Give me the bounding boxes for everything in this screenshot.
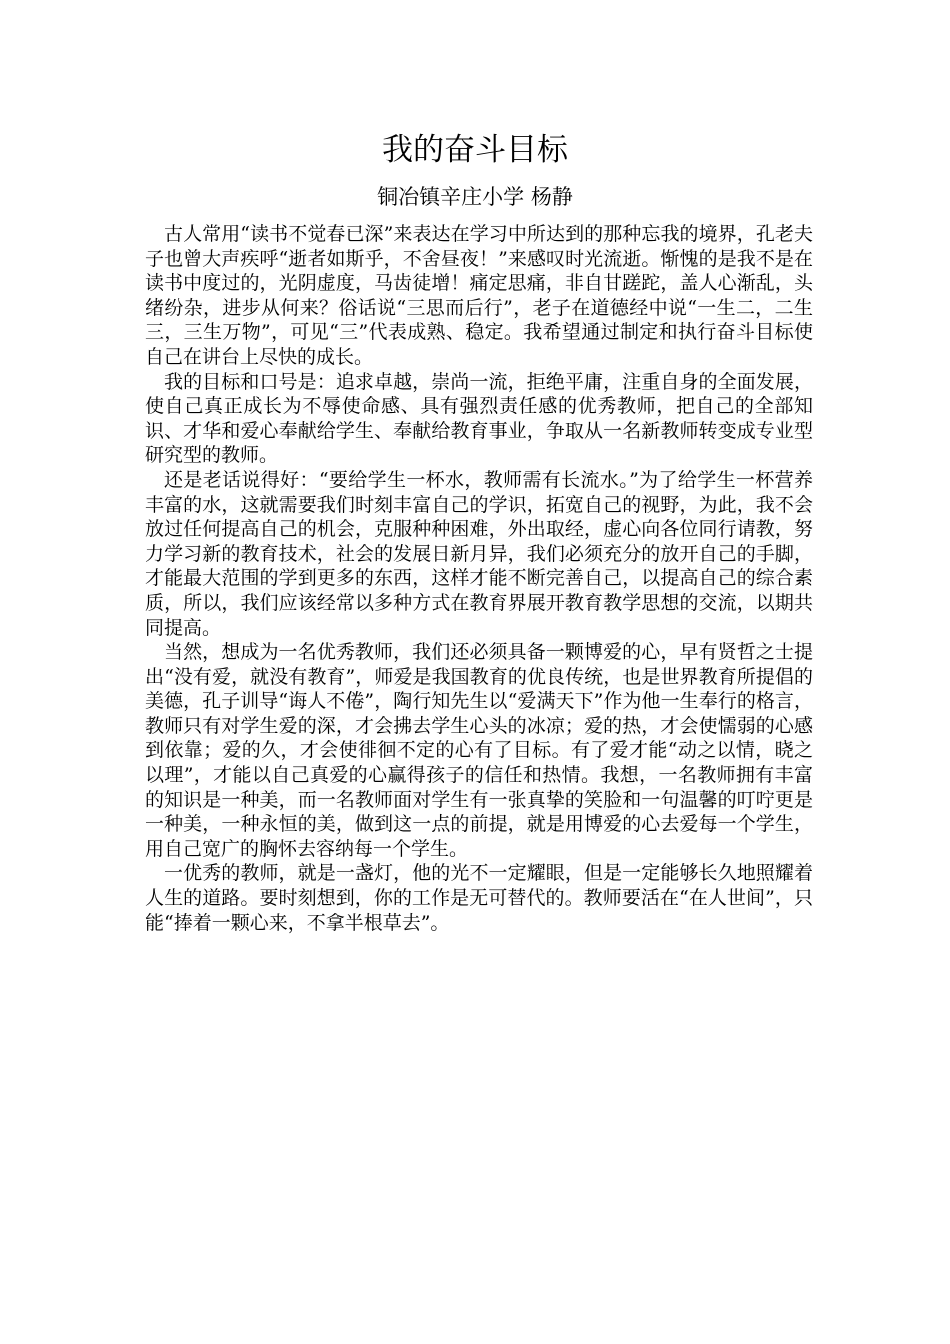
author-line: 铜冶镇辛庄小学 杨静 bbox=[377, 185, 573, 209]
body-paragraph: 当然，想成为一名优秀教师，我们还必须具备一颗博爱的心，早有贤哲之士提出“没有爱，就没有教育”，师爱是我国教育的优良传统，也是世界教育所提倡的美德，孔子训导“诲人不倦”，陶行知先生以“爱满天下”作为他一生奉行的格言，教师只有对学生爱的深，才会拂去学生心头的冰凉；爱的热，才会使懦弱的心感到依靠；爱的久，才会使徘徊不定的心有了目标。有了爱才能“动之以情，晓之以理”，才能以自己真爱的心赢得孩子的信任和热情。我想，一名教师拥有丰富的知识是一种美，而一名教师面对学生有一张真挚的笑脸和一句温馨的叮咛更是一种美，一种永恒的美，做到这一点的前提，就是用博爱的心去爱每一个学生，用自己宽广的胸怀去容纳每一个学生。 bbox=[145, 641, 813, 860]
body-paragraph: 还是老话说得好：“要给学生一杯水，教师需有长流水。”为了给学生一杯营养丰富的水，这就需要我们时刻丰富自己的学识，拓宽自己的视野，为此，我不会放过任何提高自己的机会，克服种种困难，外出取经，虚心向各位同行请教，努力学习新的教育技术，社会的发展日新月异，我们必须充分的放开自己的手脚，才能最大范围的学到更多的东西，这样才能不断完善自己，以提高自己的综合素质，所以，我们应该经常以多种方式在教育界展开教育教学思想的交流，以期共同提高。 bbox=[145, 468, 813, 639]
body-paragraph: 我的目标和口号是：追求卓越，崇尚一流，拒绝平庸，注重自身的全面发展，使自己真正成长为不辱使命感、具有强烈责任感的优秀教师，把自己的全部知识、才华和爱心奉献给学生、奉献给教育事业，争取从一名新教师转变成专业型研究型的教师。 bbox=[145, 370, 813, 467]
document-body bbox=[145, 222, 813, 935]
body-paragraph: 古人常用“读书不觉春已深”来表达在学习中所达到的那种忘我的境界，孔老夫子也曾大声疾呼“逝者如斯乎，不舍昼夜！”来感叹时光流逝。惭愧的是我不是在读书中度过的，光阴虚度，马齿徒增！痛定思痛，非自甘蹉跎，盖人心渐乱，头绪纷杂，进步从何来？俗话说“三思而后行”，老子在道德经中说“一生二，二生三，三生万物”，可见“三”代表成熟、稳定。我希望通过制定和执行奋斗目标使自己在讲台上尽快的成长。 bbox=[145, 223, 813, 368]
body-paragraph: 一优秀的教师，就是一盏灯，他的光不一定耀眼，但是一定能够长久地照耀着人生的道路。要时刻想到，你的工作是无可替代的。教师要活在“在人世间”，只能“捧着一颗心来，不拿半根草去”。 bbox=[145, 862, 813, 934]
page-title: 我的奋斗目标 bbox=[382, 132, 568, 168]
